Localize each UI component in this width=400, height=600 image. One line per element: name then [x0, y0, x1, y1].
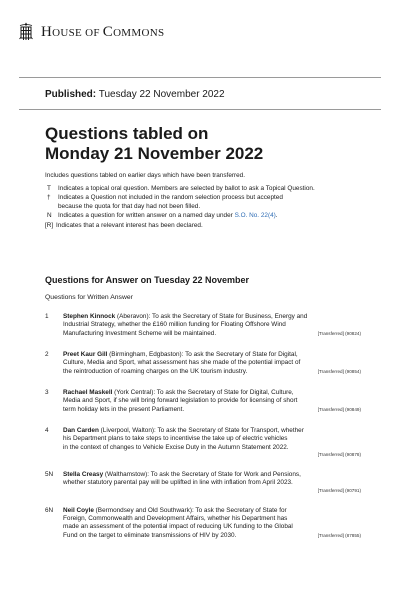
constituency: (Liverpool, Walton): — [98, 427, 158, 435]
section-heading: Questions for Answer on Tuesday 22 November — [45, 275, 250, 285]
question-item: 4 Dan Carden (Liverpool, Walton): To ask the Secretary of State for Transport, whether his Department plans to take steps to incentivise the take up of electric vehicles in the context of changes to Vehicle Excise Duty in the Autumn Statement 2022. [Transferred] (90878) — [45, 427, 361, 458]
constituency: (Walthamstow): — [103, 471, 151, 479]
standing-order-link[interactable]: S.O. No. 22(4) — [234, 212, 276, 220]
house-header — [19, 22, 164, 42]
question-number: 2 — [45, 351, 49, 359]
constituency: (Bermondsey and Old Southwark): — [93, 506, 196, 514]
question-ref: [Transferred] (90849) — [317, 406, 361, 412]
published-label: Published: — [45, 89, 97, 100]
question-ref: [Transferred] (90878) — [317, 452, 361, 458]
question-ref: [Transferred] (90824) — [317, 330, 361, 336]
question-number: 5N — [45, 471, 54, 479]
published-line — [45, 89, 225, 100]
question-number: 6N — [45, 506, 54, 514]
intro-text: Includes questions tabled on earlier days which have been transferred. — [45, 172, 246, 179]
constituency: (Aberavon): — [115, 313, 153, 320]
question-ref: [Transferred] (90791) — [317, 487, 361, 493]
member-name: Rachael Maskell — [63, 389, 113, 397]
member-name: Stephen Kinnock — [63, 313, 116, 320]
legend-row-interest: [R] Indicates that a relevant interest has been declared. — [45, 221, 203, 229]
legend-row-quota: † Indicates a Question not included in the random selection process but accepted because the quota for that day had not been filled. — [47, 194, 283, 210]
member-name: Dan Carden — [63, 427, 99, 435]
legend-row-topical: T Indicates a topical oral question. Members are selected by ballot to ask a Topical Question. — [47, 185, 315, 192]
section-subheading: Questions for Written Answer — [45, 294, 133, 301]
page-title: Questions tabled on Monday 21 November 2022 — [45, 124, 264, 163]
question-item: 1 Stephen Kinnock (Aberavon): To ask the Secretary of State for Business, Energy and Industrial Strategy, whether the £160 million funding for Floating Offshore Wind Manufacturing Investment Scheme will be maintained. [Transferred] (90824) — [45, 313, 361, 337]
published-date: Tuesday 22 November 2022 — [98, 89, 225, 100]
question-list — [45, 313, 385, 553]
question-item: 6N Neil Coyle (Bermondsey and Old Southwark): To ask the Secretary of State for Foreign, Commonwealth and Development Affairs, whether his Department has made an assessment of the potential impact of reducing UK funding to the Global Fund on the target to eliminate transmissions of HIV by 2030. [Transferred] (87855) — [45, 506, 361, 539]
legend-row-named-day: N Indicates a question for written answer on a named day under S.O. No. 22(4). — [47, 212, 278, 220]
portcullis-icon — [19, 22, 33, 42]
question-number: 1 — [45, 313, 49, 320]
question-number: 4 — [45, 427, 49, 435]
question-number: 3 — [45, 389, 49, 397]
divider-top — [19, 77, 381, 78]
question-item: 5N Stella Creasy (Walthamstow): To ask the Secretary of State for Work and Pensions, whether statutory parental pay will be uplifted in line with inflation from April 2023. [Transferred] (90791) — [45, 471, 361, 493]
question-ref: [Transferred] (90854) — [317, 368, 361, 374]
member-name: Preet Kaur Gill — [63, 351, 108, 359]
member-name: Stella Creasy — [63, 471, 104, 479]
house-name: HOUSE OF COMMONS — [41, 23, 165, 40]
member-name: Neil Coyle — [63, 506, 94, 514]
divider-bottom — [19, 109, 381, 110]
question-item: 3 Rachael Maskell (York Central): To ask the Secretary of State for Digital, Culture, Media and Sport, if she will bring forward legislation to provide for licensing of short term holiday lets in the present Parliament. [Transferred] (90849) — [45, 389, 361, 413]
question-ref: [Transferred] (87855) — [317, 532, 361, 538]
symbol-legend — [45, 185, 385, 231]
constituency: (Birmingham, Edgbaston): — [107, 351, 186, 359]
question-item: 2 Preet Kaur Gill (Birmingham, Edgbaston): To ask the Secretary of State for Digital, Culture, Media and Sport, what assessment has she made of the potential impact of the reintroduction of roaming charges on the UK tourism industry. [Transferred] (90854) — [45, 351, 361, 375]
constituency: (York Central): — [112, 389, 157, 397]
